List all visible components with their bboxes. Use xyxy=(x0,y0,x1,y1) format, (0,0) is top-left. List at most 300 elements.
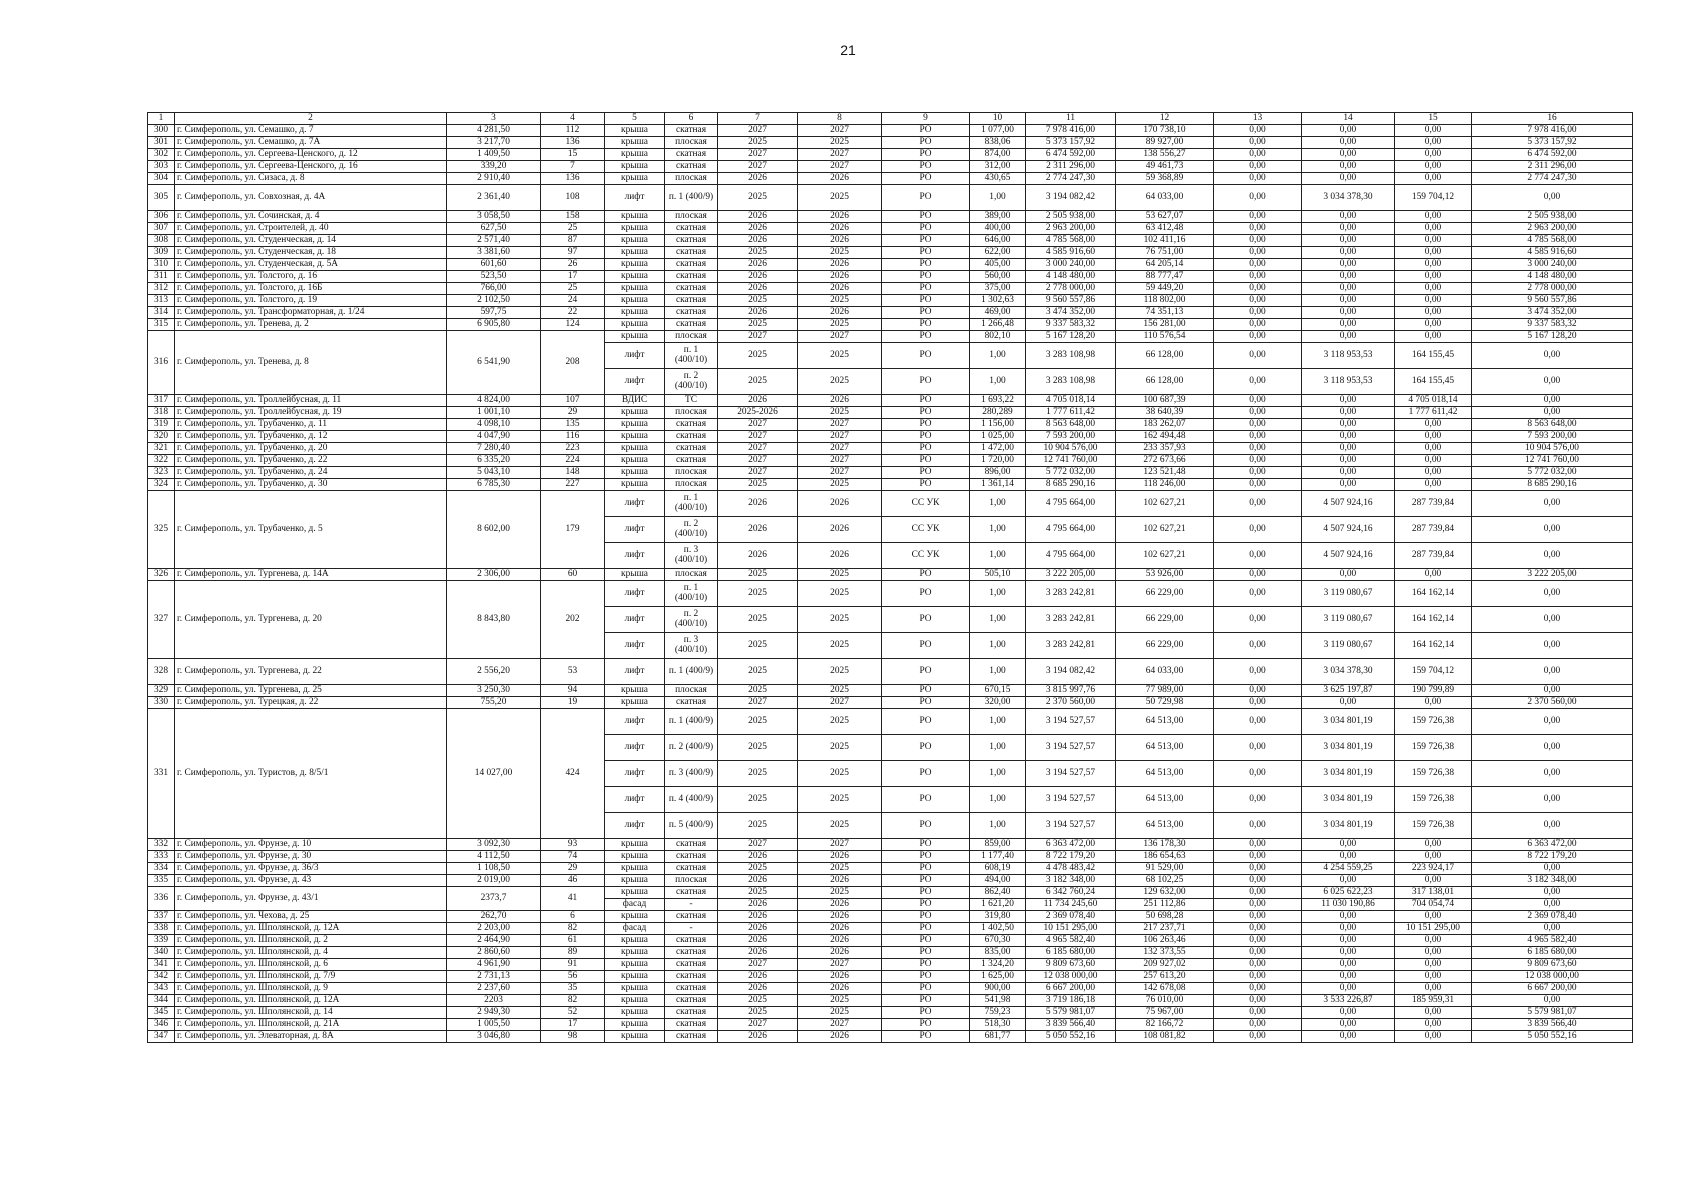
element-cell: крыша xyxy=(605,235,665,247)
element-type-cell: п. 3 (400/10) xyxy=(665,633,718,659)
address-cell: г. Симферополь, ул. Семашко, д. 7А xyxy=(175,137,447,149)
address-cell: г. Симферополь, ул. Шполянской, д. 21А xyxy=(175,1019,447,1031)
year-cell: 2026 xyxy=(798,923,882,935)
table-row xyxy=(148,947,1633,959)
year-plan-cell: 2025 xyxy=(718,185,798,211)
method-cell: РО xyxy=(882,875,970,887)
fund-cell: 0,00 xyxy=(1214,319,1302,331)
regional-fund-cell: 4 585 916,60 xyxy=(1472,247,1633,259)
volume-cell: 312,00 xyxy=(970,161,1026,173)
owner-fund-cell: 0,00 xyxy=(1395,1019,1472,1031)
residents-cell: 94 xyxy=(541,685,605,697)
table-row xyxy=(148,247,1633,259)
owner-fund-cell: 164 162,14 xyxy=(1395,607,1472,633)
row-number-cell: 302 xyxy=(148,149,175,161)
method-cell: РО xyxy=(882,319,970,331)
year-plan-cell: 2026 xyxy=(718,235,798,247)
estimate-cell: 123 521,48 xyxy=(1116,467,1214,479)
estimate-cell: 82 166,72 xyxy=(1116,1019,1214,1031)
estimate-cell: 100 687,39 xyxy=(1116,395,1214,407)
cost-cell: 6 185 680,00 xyxy=(1026,947,1116,959)
year-plan-cell: 2027 xyxy=(718,697,798,709)
element-cell: крыша xyxy=(605,331,665,343)
cost-cell: 2 963 200,00 xyxy=(1026,223,1116,235)
owner-fund-cell: 0,00 xyxy=(1395,971,1472,983)
element-type-cell: скатная xyxy=(665,149,718,161)
volume-cell: 608,19 xyxy=(970,863,1026,875)
cost-cell: 3 283 242,81 xyxy=(1026,607,1116,633)
table-row xyxy=(148,569,1633,581)
residents-cell: 93 xyxy=(541,839,605,851)
address-cell: г. Симферополь, ул. Строителей, д. 40 xyxy=(175,223,447,235)
row-number-cell: 323 xyxy=(148,467,175,479)
element-type-cell: скатная xyxy=(665,419,718,431)
fund-cell: 0,00 xyxy=(1214,211,1302,223)
cost-cell: 3 719 186,18 xyxy=(1026,995,1116,1007)
owner-fund-cell: 164 162,14 xyxy=(1395,581,1472,607)
element-cell: крыша xyxy=(605,223,665,235)
owner-fund-cell: 164 162,14 xyxy=(1395,633,1472,659)
address-cell: г. Симферополь, ул. Шполянской, д. 4 xyxy=(175,947,447,959)
subsidy-cell: 0,00 xyxy=(1302,431,1395,443)
table-row xyxy=(148,863,1633,875)
method-cell: РО xyxy=(882,1019,970,1031)
residents-cell: 124 xyxy=(541,319,605,331)
year-cell: 2027 xyxy=(798,467,882,479)
column-number: 9 xyxy=(882,113,970,125)
element-type-cell: плоская xyxy=(665,331,718,343)
regional-fund-cell: 5 373 157,92 xyxy=(1472,137,1633,149)
year-plan-cell: 2026 xyxy=(718,851,798,863)
address-cell: г. Симферополь, ул. Шполянской, д. 7/9 xyxy=(175,971,447,983)
table-row xyxy=(148,659,1633,685)
area-cell: 2 860,60 xyxy=(447,947,541,959)
method-cell: РО xyxy=(882,887,970,899)
regional-fund-cell: 12 038 000,00 xyxy=(1472,971,1633,983)
year-plan-cell: 2026 xyxy=(718,935,798,947)
estimate-cell: 64 513,00 xyxy=(1116,813,1214,839)
volume-cell: 670,15 xyxy=(970,685,1026,697)
year-cell: 2025 xyxy=(798,659,882,685)
cost-cell: 4 795 664,00 xyxy=(1026,543,1116,569)
method-cell: РО xyxy=(882,633,970,659)
cost-cell: 12 741 760,00 xyxy=(1026,455,1116,467)
element-cell: крыша xyxy=(605,863,665,875)
owner-fund-cell: 0,00 xyxy=(1395,569,1472,581)
year-cell: 2026 xyxy=(798,1031,882,1043)
regional-fund-cell: 3 182 348,00 xyxy=(1472,875,1633,887)
address-cell: г. Симферополь, ул. Фрунзе, д. 10 xyxy=(175,839,447,851)
method-cell: РО xyxy=(882,407,970,419)
subsidy-cell: 3 034 801,19 xyxy=(1302,735,1395,761)
fund-cell: 0,00 xyxy=(1214,223,1302,235)
year-plan-cell: 2026 xyxy=(718,307,798,319)
fund-cell: 0,00 xyxy=(1214,995,1302,1007)
row-number-cell: 315 xyxy=(148,319,175,331)
address-cell: г. Симферополь, ул. Фрунзе, д. 30 xyxy=(175,851,447,863)
volume-cell: 862,40 xyxy=(970,887,1026,899)
owner-fund-cell: 159 726,38 xyxy=(1395,787,1472,813)
regional-fund-cell: 3 000 240,00 xyxy=(1472,259,1633,271)
estimate-cell: 64 205,14 xyxy=(1116,259,1214,271)
table-row xyxy=(148,125,1633,137)
subsidy-cell: 0,00 xyxy=(1302,1031,1395,1043)
table-row xyxy=(148,407,1633,419)
element-type-cell: плоская xyxy=(665,173,718,185)
cost-cell: 3 194 082,42 xyxy=(1026,185,1116,211)
year-cell: 2026 xyxy=(798,971,882,983)
year-plan-cell: 2027 xyxy=(718,331,798,343)
residents-cell: 108 xyxy=(541,185,605,211)
owner-fund-cell: 0,00 xyxy=(1395,295,1472,307)
estimate-cell: 106 263,46 xyxy=(1116,935,1214,947)
table-row xyxy=(148,223,1633,235)
method-cell: РО xyxy=(882,443,970,455)
fund-cell: 0,00 xyxy=(1214,685,1302,697)
regional-fund-cell: 0,00 xyxy=(1472,659,1633,685)
area-cell: 3 250,30 xyxy=(447,685,541,697)
year-plan-cell: 2026 xyxy=(718,911,798,923)
area-cell: 2373,7 xyxy=(447,887,541,911)
cost-cell: 4 965 582,40 xyxy=(1026,935,1116,947)
fund-cell: 0,00 xyxy=(1214,479,1302,491)
year-cell: 2026 xyxy=(798,899,882,911)
fund-cell: 0,00 xyxy=(1214,947,1302,959)
subsidy-cell: 0,00 xyxy=(1302,947,1395,959)
year-cell: 2025 xyxy=(798,813,882,839)
regional-fund-cell: 0,00 xyxy=(1472,185,1633,211)
estimate-cell: 50 698,28 xyxy=(1116,911,1214,923)
estimate-cell: 102 627,21 xyxy=(1116,517,1214,543)
residents-cell: 41 xyxy=(541,887,605,911)
element-type-cell: скатная xyxy=(665,1019,718,1031)
method-cell: РО xyxy=(882,149,970,161)
volume-cell: 1,00 xyxy=(970,607,1026,633)
element-type-cell: скатная xyxy=(665,697,718,709)
volume-cell: 874,00 xyxy=(970,149,1026,161)
year-cell: 2027 xyxy=(798,959,882,971)
residents-cell: 98 xyxy=(541,1031,605,1043)
year-cell: 2025 xyxy=(798,887,882,899)
regional-fund-cell: 0,00 xyxy=(1472,517,1633,543)
residents-cell: 29 xyxy=(541,407,605,419)
method-cell: РО xyxy=(882,295,970,307)
residents-cell: 52 xyxy=(541,1007,605,1019)
cost-cell: 5 050 552,16 xyxy=(1026,1031,1116,1043)
address-cell: г. Симферополь, ул. Фрунзе, д. 36/3 xyxy=(175,863,447,875)
method-cell: РО xyxy=(882,971,970,983)
cost-cell: 8 722 179,20 xyxy=(1026,851,1116,863)
owner-fund-cell: 0,00 xyxy=(1395,283,1472,295)
estimate-cell: 138 556,27 xyxy=(1116,149,1214,161)
year-plan-cell: 2025 xyxy=(718,633,798,659)
element-type-cell: плоская xyxy=(665,407,718,419)
year-plan-cell: 2026 xyxy=(718,543,798,569)
row-number-cell: 304 xyxy=(148,173,175,185)
year-cell: 2026 xyxy=(798,283,882,295)
volume-cell: 802,10 xyxy=(970,331,1026,343)
residents-cell: 82 xyxy=(541,923,605,935)
element-cell: крыша xyxy=(605,697,665,709)
estimate-cell: 76 010,00 xyxy=(1116,995,1214,1007)
subsidy-cell: 0,00 xyxy=(1302,911,1395,923)
year-cell: 2025 xyxy=(798,1007,882,1019)
element-type-cell: скатная xyxy=(665,839,718,851)
element-cell: ВДИС xyxy=(605,395,665,407)
table-row xyxy=(148,319,1633,331)
estimate-cell: 50 729,98 xyxy=(1116,697,1214,709)
year-plan-cell: 2026 xyxy=(718,1031,798,1043)
element-type-cell: п. 2 (400/9) xyxy=(665,735,718,761)
year-plan-cell: 2025 xyxy=(718,247,798,259)
column-number: 1 xyxy=(148,113,175,125)
owner-fund-cell: 0,00 xyxy=(1395,319,1472,331)
fund-cell: 0,00 xyxy=(1214,923,1302,935)
cost-cell: 9 560 557,86 xyxy=(1026,295,1116,307)
subsidy-cell: 0,00 xyxy=(1302,125,1395,137)
table-row xyxy=(148,467,1633,479)
column-number: 4 xyxy=(541,113,605,125)
element-cell: лифт xyxy=(605,491,665,517)
area-cell: 3 217,70 xyxy=(447,137,541,149)
address-cell: г. Симферополь, ул. Трубаченко, д. 30 xyxy=(175,479,447,491)
residents-cell: 202 xyxy=(541,581,605,659)
owner-fund-cell: 4 705 018,14 xyxy=(1395,395,1472,407)
owner-fund-cell: 0,00 xyxy=(1395,431,1472,443)
area-cell: 2 237,60 xyxy=(447,983,541,995)
table-row xyxy=(148,887,1633,899)
volume-cell: 560,00 xyxy=(970,271,1026,283)
regional-fund-cell: 0,00 xyxy=(1472,923,1633,935)
element-cell: крыша xyxy=(605,419,665,431)
element-type-cell: п. 1 (400/9) xyxy=(665,659,718,685)
element-cell: лифт xyxy=(605,735,665,761)
year-plan-cell: 2025 xyxy=(718,735,798,761)
element-type-cell: скатная xyxy=(665,1031,718,1043)
year-plan-cell: 2026 xyxy=(718,971,798,983)
cost-cell: 6 363 472,00 xyxy=(1026,839,1116,851)
regional-fund-cell: 2 774 247,30 xyxy=(1472,173,1633,185)
subsidy-cell: 0,00 xyxy=(1302,467,1395,479)
subsidy-cell: 4 507 924,16 xyxy=(1302,517,1395,543)
element-type-cell: п. 3 (400/10) xyxy=(665,543,718,569)
year-cell: 2027 xyxy=(798,455,882,467)
owner-fund-cell: 0,00 xyxy=(1395,935,1472,947)
fund-cell: 0,00 xyxy=(1214,271,1302,283)
fund-cell: 0,00 xyxy=(1214,899,1302,911)
element-type-cell: п. 4 (400/9) xyxy=(665,787,718,813)
cost-cell: 3 182 348,00 xyxy=(1026,875,1116,887)
method-cell: РО xyxy=(882,431,970,443)
estimate-cell: 118 246,00 xyxy=(1116,479,1214,491)
area-cell: 2 203,00 xyxy=(447,923,541,935)
subsidy-cell: 3 034 801,19 xyxy=(1302,761,1395,787)
element-cell: крыша xyxy=(605,935,665,947)
element-type-cell: скатная xyxy=(665,455,718,467)
year-cell: 2025 xyxy=(798,685,882,697)
row-number-cell: 345 xyxy=(148,1007,175,1019)
element-cell: крыша xyxy=(605,983,665,995)
subsidy-cell: 3 119 080,67 xyxy=(1302,581,1395,607)
element-type-cell: плоская xyxy=(665,569,718,581)
method-cell: РО xyxy=(882,307,970,319)
method-cell: РО xyxy=(882,283,970,295)
year-plan-cell: 2026 xyxy=(718,223,798,235)
area-cell: 1 005,50 xyxy=(447,1019,541,1031)
element-cell: крыша xyxy=(605,211,665,223)
owner-fund-cell: 0,00 xyxy=(1395,247,1472,259)
volume-cell: 405,00 xyxy=(970,259,1026,271)
regional-fund-cell: 2 311 296,00 xyxy=(1472,161,1633,173)
cost-cell: 3 815 997,76 xyxy=(1026,685,1116,697)
method-cell: РО xyxy=(882,685,970,697)
year-plan-cell: 2027 xyxy=(718,839,798,851)
estimate-cell: 217 237,71 xyxy=(1116,923,1214,935)
estimate-cell: 170 738,10 xyxy=(1116,125,1214,137)
row-number-cell: 300 xyxy=(148,125,175,137)
column-number: 15 xyxy=(1395,113,1472,125)
year-plan-cell: 2027 xyxy=(718,125,798,137)
method-cell: РО xyxy=(882,137,970,149)
row-number-cell: 319 xyxy=(148,419,175,431)
regional-fund-cell: 0,00 xyxy=(1472,813,1633,839)
year-plan-cell: 2027 xyxy=(718,431,798,443)
cost-cell: 1 777 611,42 xyxy=(1026,407,1116,419)
subsidy-cell: 4 254 559,25 xyxy=(1302,863,1395,875)
year-plan-cell: 2025 xyxy=(718,581,798,607)
volume-cell: 1 177,40 xyxy=(970,851,1026,863)
fund-cell: 0,00 xyxy=(1214,935,1302,947)
volume-cell: 1 025,00 xyxy=(970,431,1026,443)
table-row xyxy=(148,1007,1633,1019)
residents-cell: 97 xyxy=(541,247,605,259)
regional-fund-cell: 6 363 472,00 xyxy=(1472,839,1633,851)
address-cell: г. Симферополь, ул. Совхозная, д. 4А xyxy=(175,185,447,211)
address-cell: г. Симферополь, ул. Трубаченко, д. 12 xyxy=(175,431,447,443)
year-cell: 2026 xyxy=(798,947,882,959)
year-plan-cell: 2025 xyxy=(718,685,798,697)
element-type-cell: плоская xyxy=(665,137,718,149)
year-plan-cell: 2025 xyxy=(718,137,798,149)
column-number: 10 xyxy=(970,113,1026,125)
year-plan-cell: 2025 xyxy=(718,569,798,581)
volume-cell: 1 625,00 xyxy=(970,971,1026,983)
volume-cell: 1 266,48 xyxy=(970,319,1026,331)
cost-cell: 10 904 576,00 xyxy=(1026,443,1116,455)
volume-cell: 1,00 xyxy=(970,813,1026,839)
volume-cell: 1,00 xyxy=(970,633,1026,659)
estimate-cell: 64 513,00 xyxy=(1116,761,1214,787)
year-plan-cell: 2026 xyxy=(718,173,798,185)
residents-cell: 25 xyxy=(541,223,605,235)
owner-fund-cell: 0,00 xyxy=(1395,911,1472,923)
address-cell: г. Симферополь, ул. Семашко, д. 7 xyxy=(175,125,447,137)
subsidy-cell: 0,00 xyxy=(1302,697,1395,709)
element-cell: лифт xyxy=(605,607,665,633)
register-table xyxy=(147,112,1633,1043)
estimate-cell: 132 373,55 xyxy=(1116,947,1214,959)
volume-cell: 1 077,00 xyxy=(970,125,1026,137)
fund-cell: 0,00 xyxy=(1214,407,1302,419)
fund-cell: 0,00 xyxy=(1214,491,1302,517)
cost-cell: 3 194 082,42 xyxy=(1026,659,1116,685)
year-cell: 2027 xyxy=(798,1019,882,1031)
row-number-cell: 338 xyxy=(148,923,175,935)
owner-fund-cell: 0,00 xyxy=(1395,331,1472,343)
subsidy-cell: 0,00 xyxy=(1302,271,1395,283)
method-cell: РО xyxy=(882,959,970,971)
area-cell: 627,50 xyxy=(447,223,541,235)
area-cell: 8 843,80 xyxy=(447,581,541,659)
element-type-cell: скатная xyxy=(665,223,718,235)
year-cell: 2027 xyxy=(798,331,882,343)
regional-fund-cell: 10 904 576,00 xyxy=(1472,443,1633,455)
year-cell: 2026 xyxy=(798,491,882,517)
regional-fund-cell: 2 370 560,00 xyxy=(1472,697,1633,709)
element-type-cell: скатная xyxy=(665,911,718,923)
regional-fund-cell: 9 337 583,32 xyxy=(1472,319,1633,331)
cost-cell: 3 222 205,00 xyxy=(1026,569,1116,581)
method-cell: РО xyxy=(882,899,970,911)
residents-cell: 158 xyxy=(541,211,605,223)
element-cell: фасад xyxy=(605,899,665,911)
year-plan-cell: 2025 xyxy=(718,479,798,491)
estimate-cell: 38 640,39 xyxy=(1116,407,1214,419)
year-plan-cell: 2025 xyxy=(718,319,798,331)
estimate-cell: 49 461,73 xyxy=(1116,161,1214,173)
volume-cell: 1 302,63 xyxy=(970,295,1026,307)
fund-cell: 0,00 xyxy=(1214,851,1302,863)
fund-cell: 0,00 xyxy=(1214,295,1302,307)
regional-fund-cell: 6 185 680,00 xyxy=(1472,947,1633,959)
year-cell: 2026 xyxy=(798,935,882,947)
address-cell: г. Симферополь, ул. Тургенева, д. 25 xyxy=(175,685,447,697)
subsidy-cell: 0,00 xyxy=(1302,875,1395,887)
owner-fund-cell: 159 704,12 xyxy=(1395,659,1472,685)
owner-fund-cell: 0,00 xyxy=(1395,125,1472,137)
year-cell: 2025 xyxy=(798,761,882,787)
row-number-cell: 303 xyxy=(148,161,175,173)
year-plan-cell: 2025 xyxy=(718,659,798,685)
volume-cell: 430,65 xyxy=(970,173,1026,185)
method-cell: РО xyxy=(882,581,970,607)
row-number-cell: 312 xyxy=(148,283,175,295)
estimate-cell: 162 494,48 xyxy=(1116,431,1214,443)
element-cell: лифт xyxy=(605,543,665,569)
fund-cell: 0,00 xyxy=(1214,419,1302,431)
regional-fund-cell: 7 593 200,00 xyxy=(1472,431,1633,443)
element-type-cell: плоская xyxy=(665,467,718,479)
year-cell: 2025 xyxy=(798,787,882,813)
row-number-cell: 334 xyxy=(148,863,175,875)
table-row xyxy=(148,455,1633,467)
year-cell: 2026 xyxy=(798,543,882,569)
regional-fund-cell: 5 167 128,20 xyxy=(1472,331,1633,343)
area-cell: 4 098,10 xyxy=(447,419,541,431)
volume-cell: 1,00 xyxy=(970,185,1026,211)
element-cell: крыша xyxy=(605,431,665,443)
table-row xyxy=(148,995,1633,1007)
year-plan-cell: 2026 xyxy=(718,283,798,295)
element-type-cell: скатная xyxy=(665,235,718,247)
residents-cell: 19 xyxy=(541,697,605,709)
element-type-cell: - xyxy=(665,899,718,911)
regional-fund-cell: 4 785 568,00 xyxy=(1472,235,1633,247)
element-cell: лифт xyxy=(605,369,665,395)
owner-fund-cell: 10 151 295,00 xyxy=(1395,923,1472,935)
year-cell: 2026 xyxy=(798,911,882,923)
element-type-cell: п. 1 (400/9) xyxy=(665,709,718,735)
